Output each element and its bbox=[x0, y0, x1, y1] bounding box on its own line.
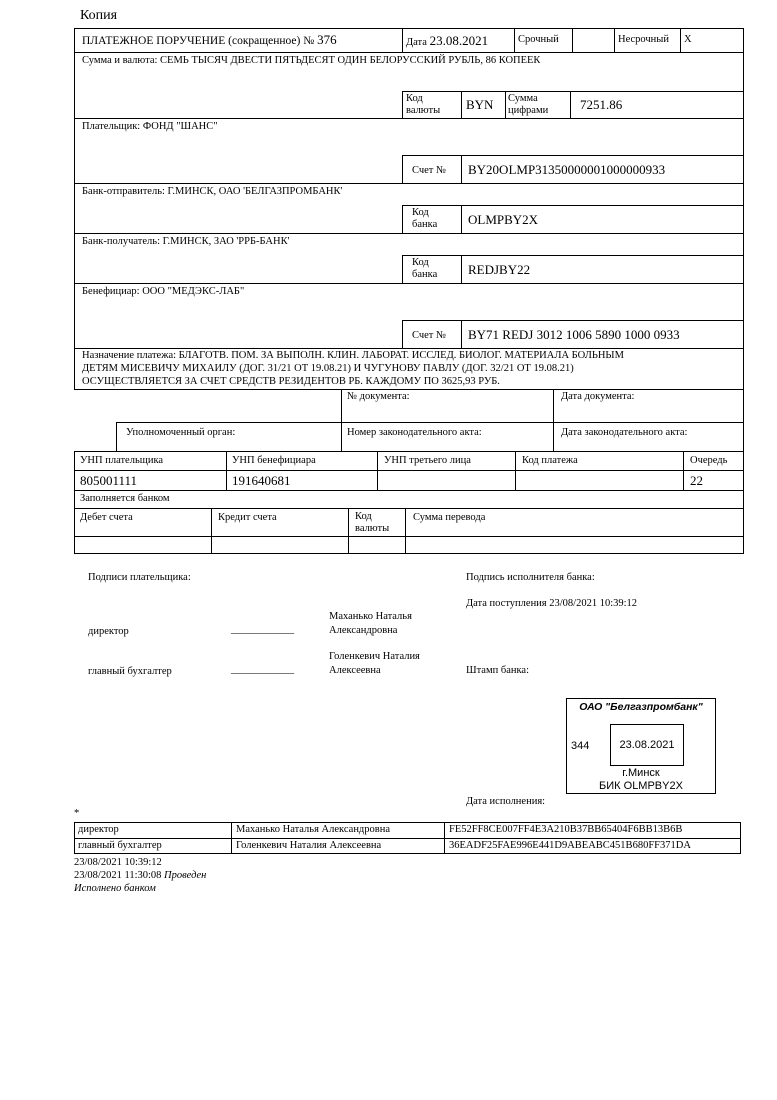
act-number-label: Номер законодательного акта: bbox=[347, 427, 482, 438]
act-date-label: Дата законодательного акта: bbox=[561, 427, 688, 438]
document-date-label: Дата документа: bbox=[561, 391, 635, 402]
copy-label: Копия bbox=[80, 8, 118, 23]
payer-account-label: Счет № bbox=[412, 165, 447, 176]
queue-value: 22 bbox=[690, 473, 703, 488]
bank-currency-label: Код валюты bbox=[355, 511, 390, 534]
payer-text: Плательщик: ФОНД "ШАНС" bbox=[82, 121, 218, 132]
purpose-line-2: ДЕТЯМ МИСЕВИЧУ МИХАИЛУ (ДОГ. 31/21 ОТ 19.08.21) И ЧУГУНОВУ ПАВЛУ (ДОГ. 32/21 ОТ 19.08.21) bbox=[82, 363, 574, 374]
sender-bank-code-label: Код банка bbox=[412, 207, 438, 230]
sig-row-2-name: Голенкевич Наталия Алексеевна bbox=[236, 840, 382, 851]
nonurgent-mark: X bbox=[684, 34, 692, 45]
director-role: директор bbox=[88, 626, 129, 637]
timestamp-2-line bbox=[74, 870, 206, 882]
accountant-name-1: Голенкевич Наталия bbox=[329, 651, 420, 662]
bank-fill-label: Заполняется банком bbox=[80, 493, 170, 504]
date-field: Дата 23.08.2021 bbox=[406, 33, 489, 48]
unp-beneficiary-value: 191640681 bbox=[232, 473, 291, 488]
director-signature-line: ____________ bbox=[231, 624, 294, 635]
debit-label: Дебет счета bbox=[80, 512, 133, 523]
document-number-label: № документа: bbox=[347, 391, 410, 402]
amount-digits-value: 7251.86 bbox=[580, 97, 623, 112]
receiver-bank-code-box bbox=[402, 255, 744, 284]
urgent-label: Срочный bbox=[518, 34, 559, 45]
unp-payer-label: УНП плательщика bbox=[80, 455, 164, 466]
stamp-bik: БИК OLMPBY2X bbox=[599, 780, 683, 792]
bank-stamp-label: Штамп банка: bbox=[466, 665, 529, 676]
unp-third-party-label: УНП третьего лица bbox=[384, 455, 471, 466]
payment-code-label: Код платежа bbox=[522, 455, 578, 466]
director-name-2: Александровна bbox=[329, 625, 398, 636]
stamp-city: г.Минск bbox=[622, 767, 660, 779]
status-text: Проведен bbox=[164, 870, 207, 881]
beneficiary-account-label: Счет № bbox=[412, 330, 447, 341]
currency-code-label: Код валюты bbox=[406, 93, 441, 116]
beneficiary-text: Бенефициар: ООО "МЕДЭКС-ЛАБ" bbox=[82, 286, 245, 297]
sig-row-1-role: директор bbox=[78, 824, 119, 835]
executed-text: Исполнено банком bbox=[74, 883, 156, 894]
unp-payer-value: 805001111 bbox=[80, 473, 138, 488]
sender-bank-code-value: OLMPBY2X bbox=[468, 212, 539, 227]
timestamp-2: 23/08/2021 11:30:08 bbox=[74, 870, 162, 881]
receiver-bank-text: Банк-получатель: Г.МИНСК, ЗАО 'РРБ-БАНК' bbox=[82, 236, 290, 247]
amount-digits-label: Сумма цифрами bbox=[508, 93, 549, 116]
accountant-role: главный бухгалтер bbox=[88, 666, 172, 677]
queue-label: Очередь bbox=[690, 455, 728, 466]
director-name-1: Маханько Наталья bbox=[329, 611, 412, 622]
receiver-bank-code-value: REDJBY22 bbox=[468, 262, 531, 277]
payer-account-value: BY20OLMP31350000001000000933 bbox=[468, 162, 666, 177]
accountant-name-2: Алексеевна bbox=[329, 665, 381, 676]
form-title: ПЛАТЕЖНОЕ ПОРУЧЕНИЕ (сокращенное) № 376 bbox=[82, 32, 337, 47]
sender-bank-text: Банк-отправитель: Г.МИНСК, ОАО 'БЕЛГАЗПРОМБАНК' bbox=[82, 186, 343, 197]
stamp-date: 23.08.2021 bbox=[619, 739, 675, 751]
purpose-line-3: ОСУЩЕСТВЛЯЕТСЯ ЗА СЧЕТ СРЕДСТВ РЕЗИДЕНТОВ РБ. КАЖДОМУ ПО 3625,93 РУБ. bbox=[82, 376, 500, 387]
stamp-bank-name: ОАО "Белгазпромбанк" bbox=[579, 701, 703, 713]
stamp-number: 344 bbox=[571, 740, 590, 752]
unp-beneficiary-label: УНП бенефициара bbox=[232, 455, 316, 466]
credit-label: Кредит счета bbox=[218, 512, 277, 523]
sender-bank-code-box bbox=[402, 205, 744, 234]
amount-text: Сумма и валюта: СЕМЬ ТЫСЯЧ ДВЕСТИ ПЯТЬДЕСЯТ ОДИН БЕЛОРУССКИЙ РУБЛЬ, 86 КОПЕЕК bbox=[82, 55, 541, 66]
executor-signature-label: Подпись исполнителя банка: bbox=[466, 572, 595, 583]
footnote-asterisk: * bbox=[74, 808, 80, 819]
receipt-date: Дата поступления 23/08/2021 10:39:12 bbox=[466, 598, 638, 609]
payer-signatures-label: Подписи плательщика: bbox=[88, 572, 191, 583]
beneficiary-account-value: BY71 REDJ 3012 1006 5890 1000 0933 bbox=[468, 327, 680, 342]
transfer-amount-label: Сумма перевода bbox=[413, 512, 486, 523]
currency-value: BYN bbox=[466, 97, 494, 112]
sig-row-1-hash: FE52FF8CE007FF4E3A210B37BB65404F6BB13B6B bbox=[449, 824, 683, 835]
sig-row-1-name: Маханько Наталья Александровна bbox=[236, 824, 391, 835]
sig-row-2-hash: 36EADF25FAE996E441D9ABEABC451B680FF371DA bbox=[449, 840, 691, 851]
nonurgent-label: Несрочный bbox=[618, 34, 669, 45]
receiver-bank-code-label: Код банка bbox=[412, 257, 438, 280]
bank-fill-table bbox=[74, 490, 744, 554]
sig-row-2-role: главный бухгалтер bbox=[78, 840, 162, 851]
purpose-line-1: Назначение платежа: БЛАГОТВ. ПОМ. ЗА ВЫПОЛН. КЛИН. ЛАБОРАТ. ИССЛЕД. БИОЛОГ. МАТЕРИАЛА БОЛЬНЫМ bbox=[82, 350, 624, 361]
authority-label: Уполномоченный орган: bbox=[126, 427, 236, 438]
accountant-signature-line: ____________ bbox=[231, 664, 294, 675]
execution-date-label: Дата исполнения: bbox=[466, 796, 546, 807]
timestamp-1: 23/08/2021 10:39:12 bbox=[74, 857, 162, 868]
